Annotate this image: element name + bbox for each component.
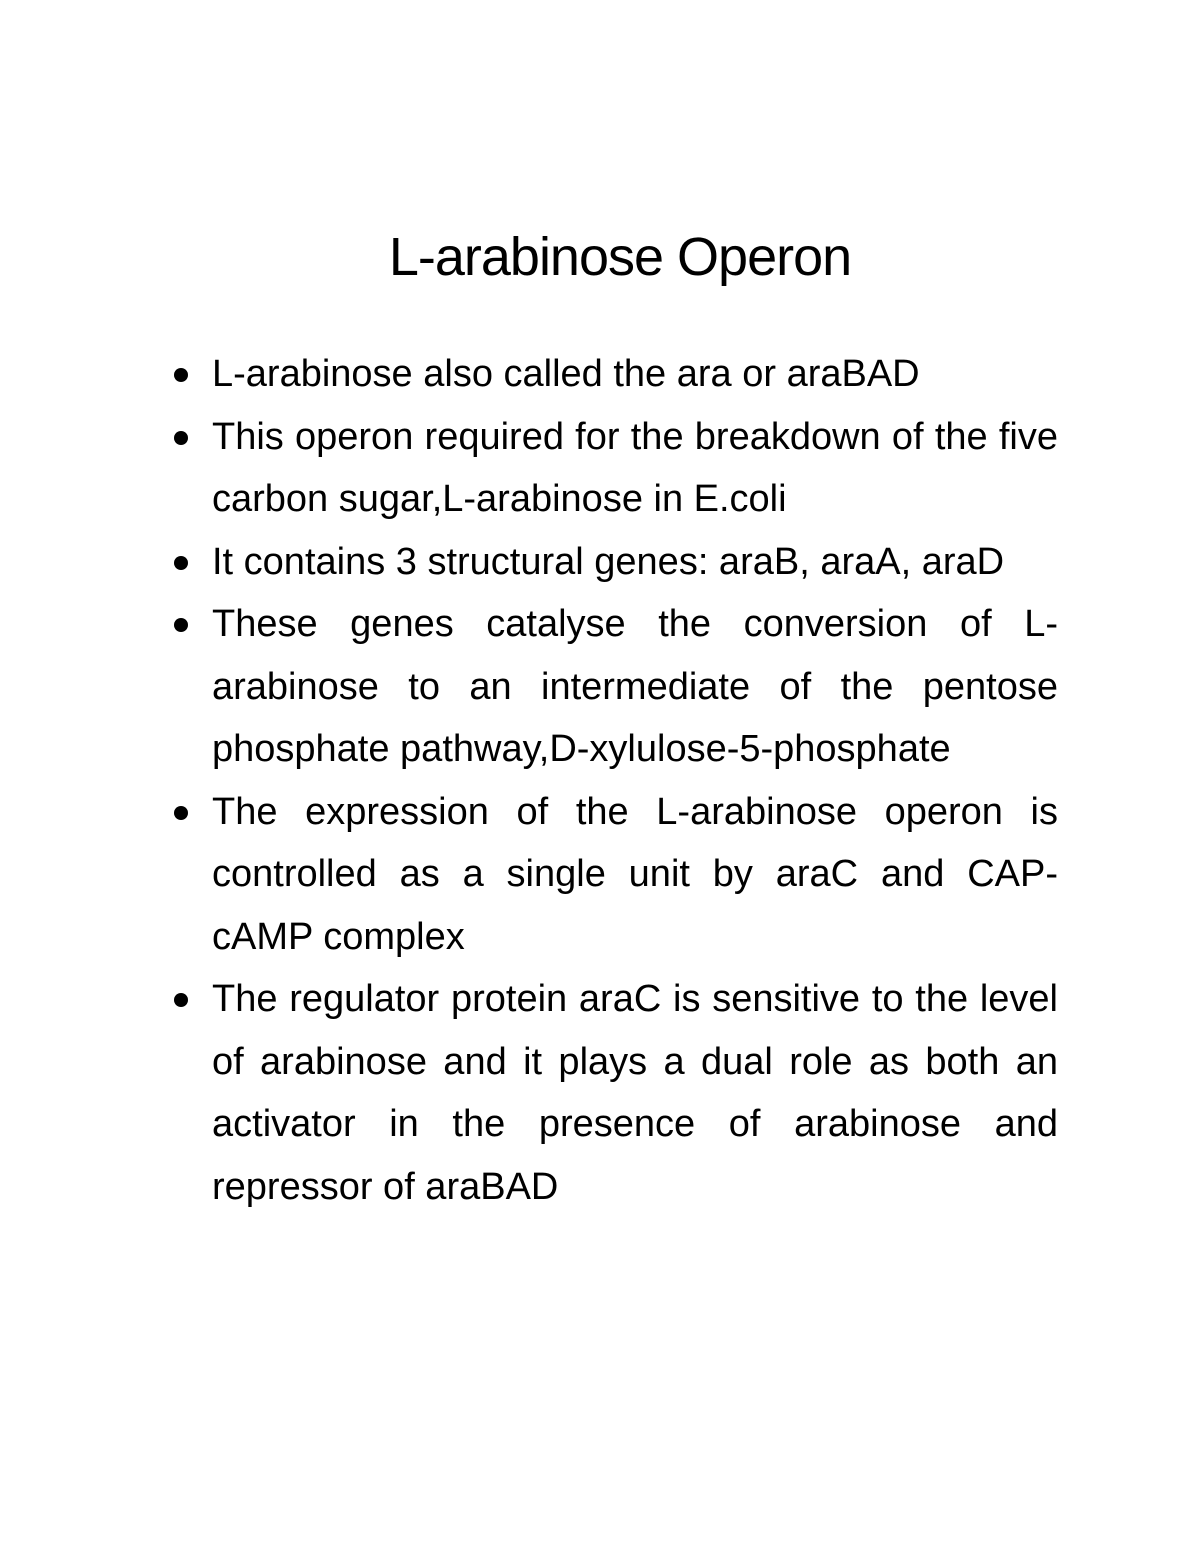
page-title: L-arabinose Operon [388,227,852,287]
bullet-icon [174,556,188,570]
bullet-icon [174,618,188,632]
bullet-text: It contains 3 structural genes: araB, araA, araD [212,540,1005,583]
bullet-text: This operon required for the breakdown of the five carbon sugar,L-arabinose in E.coli [212,415,1058,520]
bullet-icon [174,431,188,445]
list-item [212,343,1058,406]
list-item [212,593,1058,781]
bullet-icon [174,806,188,820]
bullet-list [212,343,1058,1218]
bullet-text: L-arabinose also called the ara or araBAD [212,353,920,395]
bullet-text: These genes catalyse the conversion of L-arabinose to an intermediate of the pentose phosphate pathway,D-xylulose-5-phosphate [212,603,1058,770]
list-item [212,406,1058,531]
bullet-text: The expression of the L-arabinose operon is controlled as a single unit by araC and CAP-cAMP complex [212,790,1058,958]
list-item [212,968,1058,1218]
list-item [212,531,1058,594]
bullet-text: The regulator protein araC is sensitive to the level of arabinose and it plays a dual role as both an activator in the presence of arabinose and repressor of araBAD [212,978,1058,1208]
bullet-icon [174,993,188,1007]
list-item [212,781,1058,969]
bullet-icon [174,368,188,382]
